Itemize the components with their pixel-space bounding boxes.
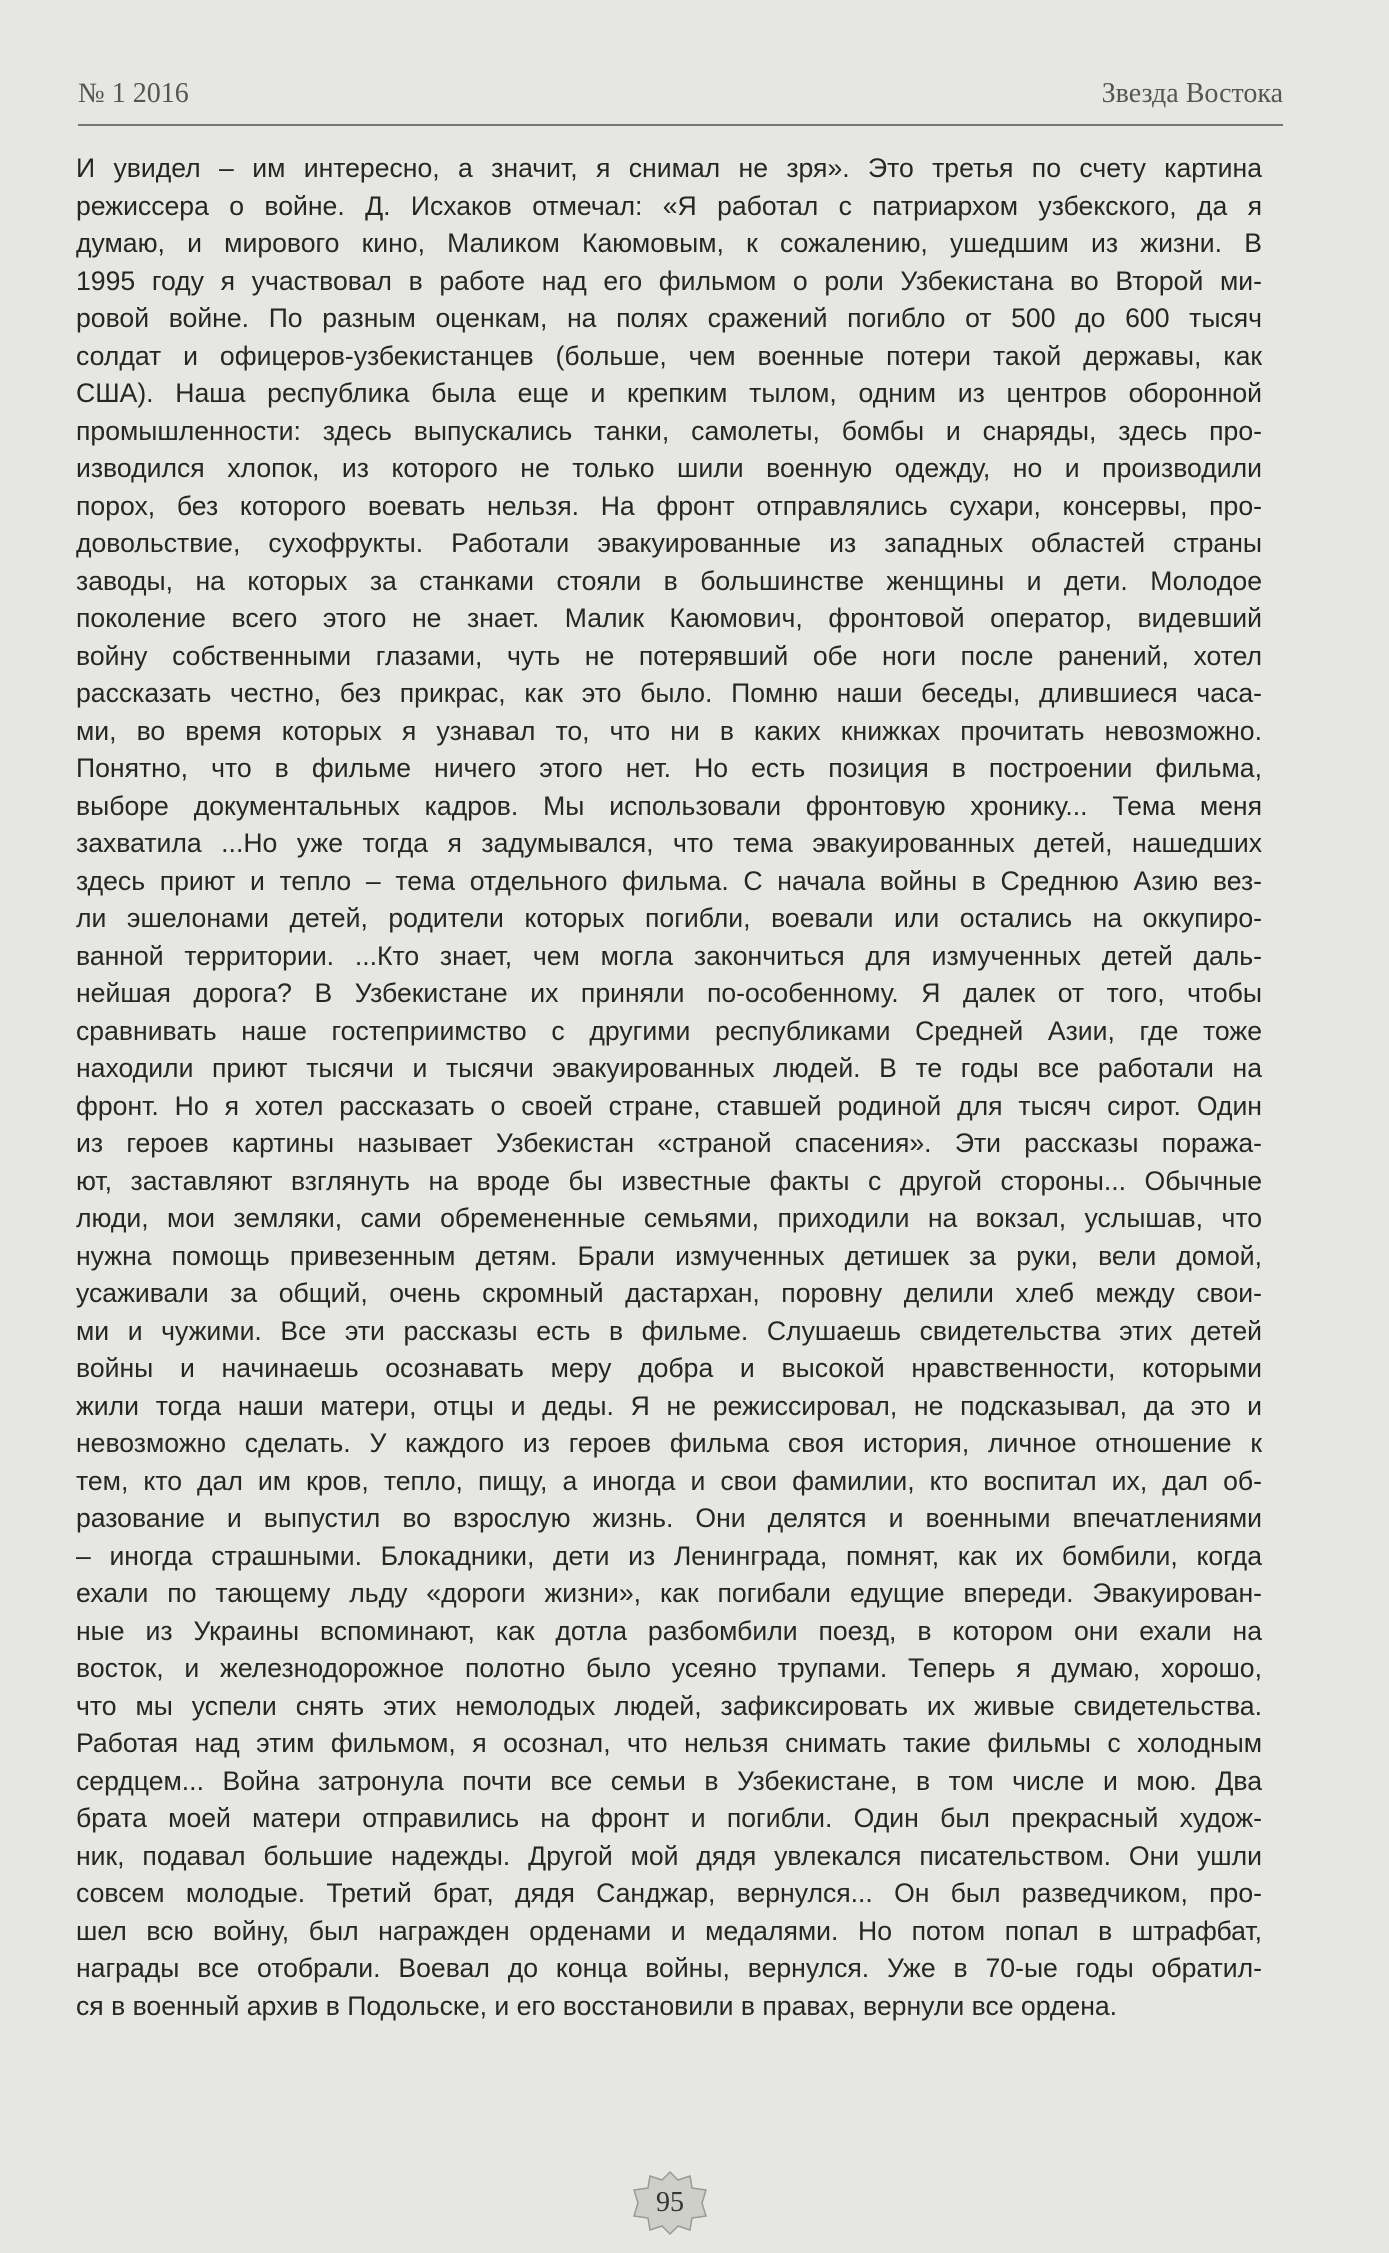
- text-line: ванной территории. ...Кто знает, чем могла закончиться для измученных детей даль-: [76, 940, 1262, 971]
- text-line: что мы успели снять этих немолодых людей, зафиксировать их живые свидетельства.: [76, 1690, 1262, 1721]
- text-line: заводы, на которых за станками стояли в большинстве женщины и дети. Молодое: [76, 565, 1262, 596]
- text-line: находили приют тысячи и тысячи эвакуированных людей. В те годы все работали на: [76, 1053, 1262, 1083]
- text-line: разование и выпустил во взрослую жизнь. Они делятся и военными впечатлениями: [76, 1503, 1262, 1533]
- text-line: награды все отобрали. Воевал до конца войны, вернулся. Уже в 70-ые годы обратил-: [76, 1953, 1262, 1983]
- page-number: 95: [656, 2187, 684, 2218]
- text-line: из героев картины называет Узбекистан «страной спасения». Эти рассказы поража-: [76, 1128, 1262, 1158]
- text-line: ми и чужими. Все эти рассказы есть в фильме. Слушаешь свидетельства этих детей: [76, 1315, 1262, 1346]
- text-line: порох, без которого воевать нельзя. На фронт отправлялись сухари, консервы, про-: [76, 490, 1262, 521]
- text-line: поколение всего этого не знает. Малик Каюмович, фронтовой оператор, видевший: [76, 603, 1262, 633]
- text-line: жили тогда наши матери, отцы и деды. Я не режиссировал, не подсказывал, да это и: [76, 1390, 1262, 1421]
- text-line: ли эшелонами детей, родители которых погибли, воевали или остались на оккупиро-: [76, 903, 1262, 933]
- journal-title: Звезда Востока: [1101, 78, 1283, 109]
- text-line: брата моей матери отправились на фронт и погибли. Один был прекрасный худож-: [76, 1803, 1262, 1833]
- text-line: ся в военный архив в Подольске, и его восстановили в правах, вернули все ордена.: [76, 1990, 1118, 2021]
- header-rule: [78, 124, 1283, 126]
- text-line: сердцем... Война затронула почти все семьи в Узбекистане, в том числе и мою. Два: [76, 1765, 1262, 1796]
- text-line: ехали по тающему льду «дороги жизни», как погибали едущие впереди. Эвакуирован-: [76, 1578, 1262, 1608]
- text-line: И увидел – им интересно, а значит, я снимал не зря». Это третья по счету картина: [76, 153, 1262, 183]
- text-line: здесь приют и тепло – тема отдельного фильма. С начала войны в Среднюю Азию вез-: [76, 865, 1262, 896]
- text-line: рассказать честно, без прикрас, как это было. Помню наши беседы, длившиеся часа-: [76, 678, 1262, 708]
- text-line: ровой войне. По разным оценкам, на полях сражений погибло от 500 до 600 тысяч: [76, 303, 1262, 333]
- text-line: невозможно сделать. У каждого из героев фильма своя история, личное отношение к: [76, 1428, 1262, 1458]
- text-line: довольствие, сухофрукты. Работали эвакуированные из западных областей страны: [76, 528, 1262, 558]
- text-line: захватила ...Но уже тогда я задумывался, что тема эвакуированных детей, нашедших: [76, 828, 1262, 858]
- text-line: тем, кто дал им кров, тепло, пищу, а иногда и свои фамилии, кто воспитал их, дал об-: [76, 1465, 1262, 1496]
- text-line: войну собственными глазами, чуть не потерявший обе ноги после ранений, хотел: [76, 640, 1262, 671]
- page-number-badge: [628, 2170, 712, 2236]
- text-line: изводился хлопок, из которого не только шили военную одежду, но и производили: [76, 453, 1262, 483]
- text-line: 1995 году я участвовал в работе над его фильмом о роли Узбекистана во Второй ми-: [76, 265, 1262, 296]
- text-line: сравнивать наше гостеприимство с другими республиками Средней Азии, где тоже: [76, 1015, 1262, 1046]
- text-line: – иногда страшными. Блокадники, дети из Ленинграда, помнят, как их бомбили, когда: [76, 1540, 1262, 1571]
- text-line: Работая над этим фильмом, я осознал, что нельзя снимать такие фильмы с холодным: [76, 1728, 1262, 1758]
- text-line: восток, и железнодорожное полотно было усеяно трупами. Теперь я думаю, хорошо,: [76, 1653, 1262, 1683]
- text-line: фронт. Но я хотел рассказать о своей стране, ставшей родиной для тысяч сирот. Один: [76, 1090, 1262, 1121]
- text-line: ют, заставляют взглянуть на вроде бы известные факты с другой стороны... Обычные: [76, 1165, 1262, 1196]
- text-line: Понятно, что в фильме ничего этого нет. Но есть позиция в построении фильма,: [76, 753, 1262, 783]
- text-line: совсем молодые. Третий брат, дядя Санджар, вернулся... Он был разведчиком, про-: [76, 1878, 1262, 1908]
- text-line: ник, подавал большие надежды. Другой мой дядя увлекался писательством. Они ушли: [76, 1840, 1262, 1871]
- issue-number: № 1 2016: [78, 78, 189, 109]
- text-line: люди, мои земляки, сами обремененные семьями, приходили на вокзал, услышав, что: [76, 1203, 1262, 1233]
- text-line: ные из Украины вспоминают, как дотла разбомбили поезд, в котором они ехали на: [76, 1615, 1262, 1646]
- text-line: усаживали за общий, очень скромный дастархан, поровну делили хлеб между свои-: [76, 1278, 1262, 1308]
- text-line: нужна помощь привезенным детям. Брали измученных детишек за руки, вели домой,: [76, 1240, 1262, 1271]
- text-line: нейшая дорога? В Узбекистане их приняли по-особенному. Я далек от того, чтобы: [76, 978, 1262, 1008]
- text-line: шел всю войну, был награжден орденами и медалями. Но потом попал в штрафбат,: [76, 1915, 1262, 1946]
- text-line: промышленности: здесь выпускались танки, самолеты, бомбы и снаряды, здесь про-: [76, 415, 1262, 446]
- text-line: режиссера о войне. Д. Исхаков отмечал: «Я работал с патриархом узбекского, да я: [76, 190, 1262, 221]
- text-line: выборе документальных кадров. Мы использовали фронтовую хронику... Тема меня: [76, 790, 1262, 821]
- article-body: [76, 150, 1262, 2025]
- text-line: войны и начинаешь осознавать меру добра и высокой нравственности, которыми: [76, 1353, 1262, 1383]
- text-line: думаю, и мирового кино, Маликом Каюмовым, к сожалению, ушедшим из жизни. В: [76, 228, 1262, 258]
- text-line: США). Наша республика была еще и крепким тылом, одним из центров оборонной: [76, 378, 1262, 408]
- running-header: [78, 78, 1283, 122]
- text-line: ми, во время которых я узнавал то, что ни в каких книжках прочитать невозможно.: [76, 715, 1262, 746]
- text-line: солдат и офицеров-узбекистанцев (больше, чем военные потери такой державы, как: [76, 340, 1262, 371]
